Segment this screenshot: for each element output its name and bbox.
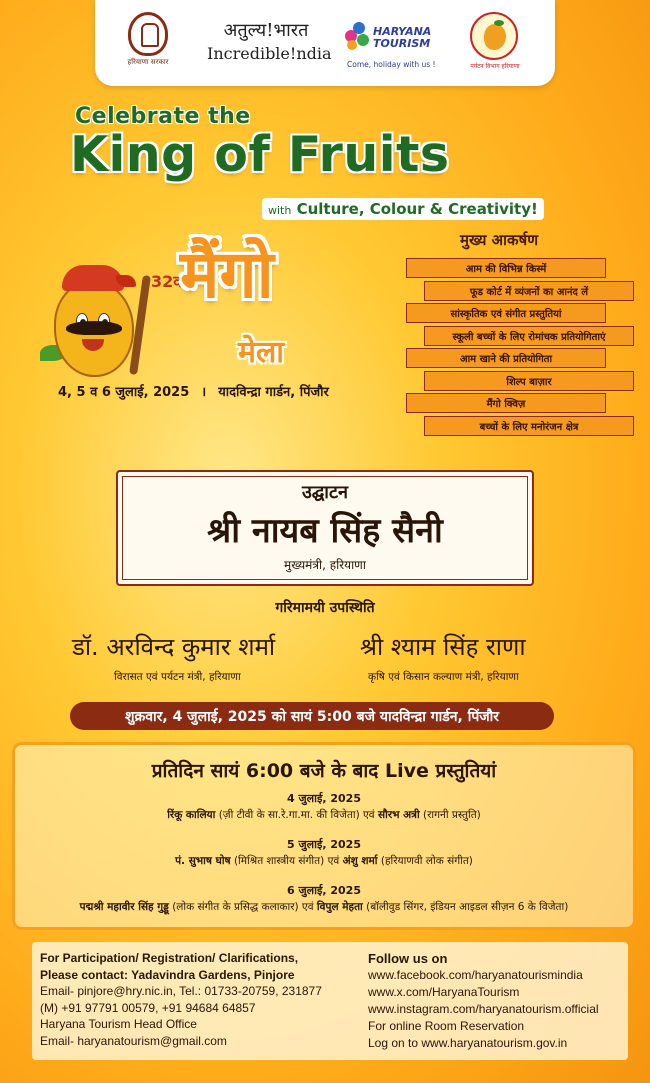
artist-name: पं. सुभाष घोष bbox=[175, 855, 231, 867]
mela-dates-venue bbox=[58, 382, 329, 400]
follow-heading: Follow us on bbox=[368, 951, 448, 966]
king-of-fruits-heading: King of Fruits bbox=[70, 126, 450, 183]
guest-role: विरासत एवं पर्यटन मंत्री, हरियाणा bbox=[114, 671, 241, 683]
tagline-text: Culture, Colour & Creativity! bbox=[296, 200, 538, 218]
guest-name: श्री श्याम सिंह राणा bbox=[360, 633, 526, 661]
inauguration-label: उद्घाटन bbox=[301, 482, 349, 503]
logo-strip bbox=[95, 0, 555, 86]
chief-guest-name: श्री नायब सिंह सैनी bbox=[207, 511, 443, 551]
live-title: प्रतिदिन सायं 6:00 बजे के बाद Live प्रस्तुतियां bbox=[151, 760, 497, 782]
guest-name: डॉ. अरविन्द कुमार शर्मा bbox=[72, 633, 276, 661]
haryana-tourism-tagline: Come, holiday with us ! bbox=[347, 60, 436, 69]
live-day-line bbox=[15, 900, 633, 914]
live-day-line bbox=[15, 854, 633, 868]
mango-festival-logo-label: पर्यटन विभाग हरियाणा bbox=[470, 63, 520, 70]
artist-desc: (मिश्रित शास्त्रीय संगीत) एवं bbox=[230, 855, 343, 867]
presence-heading: गरिमामयी उपस्थिति bbox=[275, 600, 375, 616]
mango-mascot-icon bbox=[40, 265, 160, 385]
inauguration-box bbox=[116, 470, 534, 586]
tagline-prefix: with bbox=[268, 204, 292, 217]
head-office-email[interactable]: Email- haryanatourism@gmail.com bbox=[40, 1033, 227, 1048]
artist-name: पद्मश्री महावीर सिंह गुड्डू bbox=[79, 901, 169, 913]
artist-desc: (बॉलीवुड सिंगर, इंडियन आइडल सीज़न 6 के विजेता) bbox=[362, 901, 569, 913]
chief-guest-role: मुख्यमंत्री, हरियाणा bbox=[284, 558, 366, 572]
facebook-link[interactable]: www.facebook.com/haryanatourismindia bbox=[368, 968, 583, 982]
artist-name: रिंकू कालिया bbox=[167, 809, 216, 821]
footer-contact bbox=[32, 942, 628, 1060]
contact-mobile[interactable]: (M) +91 97791 00579, +91 94684 64857 bbox=[40, 1000, 256, 1015]
live-day-date: 5 जुलाई, 2025 bbox=[287, 838, 361, 851]
artist-desc: (रागनी प्रस्तुति) bbox=[419, 809, 481, 821]
mango-seal-icon bbox=[470, 12, 518, 60]
mela-edition: 32वां bbox=[151, 272, 187, 291]
attraction-item: बच्चों के लिए मनोरंजन क्षेत्र bbox=[424, 416, 634, 436]
mela-separator: । bbox=[201, 385, 207, 400]
contact-line: For Participation/ Registration/ Clarifications, bbox=[40, 951, 299, 965]
instagram-link[interactable]: www.instagram.com/haryanatourism.official bbox=[368, 1002, 599, 1016]
mela-venue: यादविन्द्रा गार्डन, पिंजौर bbox=[218, 385, 329, 400]
artist-desc: (ज़ी टीवी के सा.रे.गा.मा. की विजेता) एवं bbox=[215, 809, 378, 821]
incredible-india-hindi: अतुल्य!भारत bbox=[223, 20, 309, 41]
live-performances-box bbox=[12, 742, 636, 930]
tagline bbox=[262, 198, 544, 220]
incredible-india-logo bbox=[207, 18, 332, 63]
website-link[interactable]: Log on to www.haryanatourism.gov.in bbox=[368, 1036, 568, 1050]
artist-desc: (हरियाणवी लोक संगीत) bbox=[377, 855, 473, 867]
x-link[interactable]: www.x.com/HaryanaTourism bbox=[368, 985, 520, 999]
attraction-item: आम की विभिन्न किस्में bbox=[406, 258, 606, 278]
artist-desc: (लोक संगीत के प्रसिद्ध कलाकार) एवं bbox=[168, 901, 317, 913]
contact-email-tel[interactable]: Email- pinjore@hry.nic.in, Tel.: 01733-20759, 231877 bbox=[40, 984, 322, 998]
haryana-tourism-name: HARYANA TOURISM bbox=[373, 25, 432, 50]
head-office: Haryana Tourism Head Office bbox=[40, 1017, 197, 1031]
attraction-item: स्कूली बच्चों के लिए रोमांचक प्रतियोगिताएं bbox=[424, 326, 634, 346]
haryana-tourism-mark-icon bbox=[345, 22, 371, 52]
guest-role: कृषि एवं किसान कल्याण मंत्री, हरियाणा bbox=[368, 671, 519, 683]
celebrate-heading: Celebrate the bbox=[75, 104, 251, 129]
haryana-sarkar-logo bbox=[125, 12, 171, 67]
incredible-india-english: Incredible!ndia bbox=[207, 44, 332, 63]
artist-name: सौरभ अत्री bbox=[378, 809, 420, 821]
contact-info bbox=[40, 950, 360, 1049]
haryana-emblem-icon bbox=[128, 12, 168, 56]
mango-festival-logo bbox=[470, 12, 520, 70]
attraction-item: सांस्कृतिक एवं संगीत प्रस्तुतियां bbox=[406, 303, 606, 323]
artist-name: विपुल मेहता bbox=[316, 901, 363, 913]
artist-name: अंशु शर्मा bbox=[342, 855, 378, 867]
social-links bbox=[368, 950, 624, 1052]
live-day-date: 4 जुलाई, 2025 bbox=[287, 792, 361, 805]
attraction-item: फूड कोर्ट में व्यंजनों का आनंद लें bbox=[424, 281, 634, 301]
attraction-item: मैंगो क्विज़ bbox=[406, 393, 606, 413]
mela-title: मैंगो bbox=[180, 236, 274, 313]
attractions-heading: मुख्य आकर्षण bbox=[460, 231, 539, 249]
live-day-line bbox=[15, 808, 633, 822]
contact-line: Please contact: Yadavindra Gardens, Pinjore bbox=[40, 967, 295, 982]
haryana-sarkar-label: हरियाणा सरकार bbox=[127, 58, 169, 66]
live-day-date: 6 जुलाई, 2025 bbox=[287, 884, 361, 897]
attraction-item: शिल्प बाज़ार bbox=[424, 371, 634, 391]
mela-subtitle: मेला bbox=[238, 335, 285, 370]
inauguration-time-banner: शुक्रवार, 4 जुलाई, 2025 को सायं 5:00 बजे यादविन्द्रा गार्डन, पिंजौर bbox=[70, 702, 554, 730]
attractions-list bbox=[406, 258, 634, 438]
room-reservation-label: For online Room Reservation bbox=[368, 1019, 525, 1033]
attraction-item: आम खाने की प्रतियोगिता bbox=[406, 348, 606, 368]
mela-dates: 4, 5 व 6 जुलाई, 2025 bbox=[58, 385, 190, 400]
